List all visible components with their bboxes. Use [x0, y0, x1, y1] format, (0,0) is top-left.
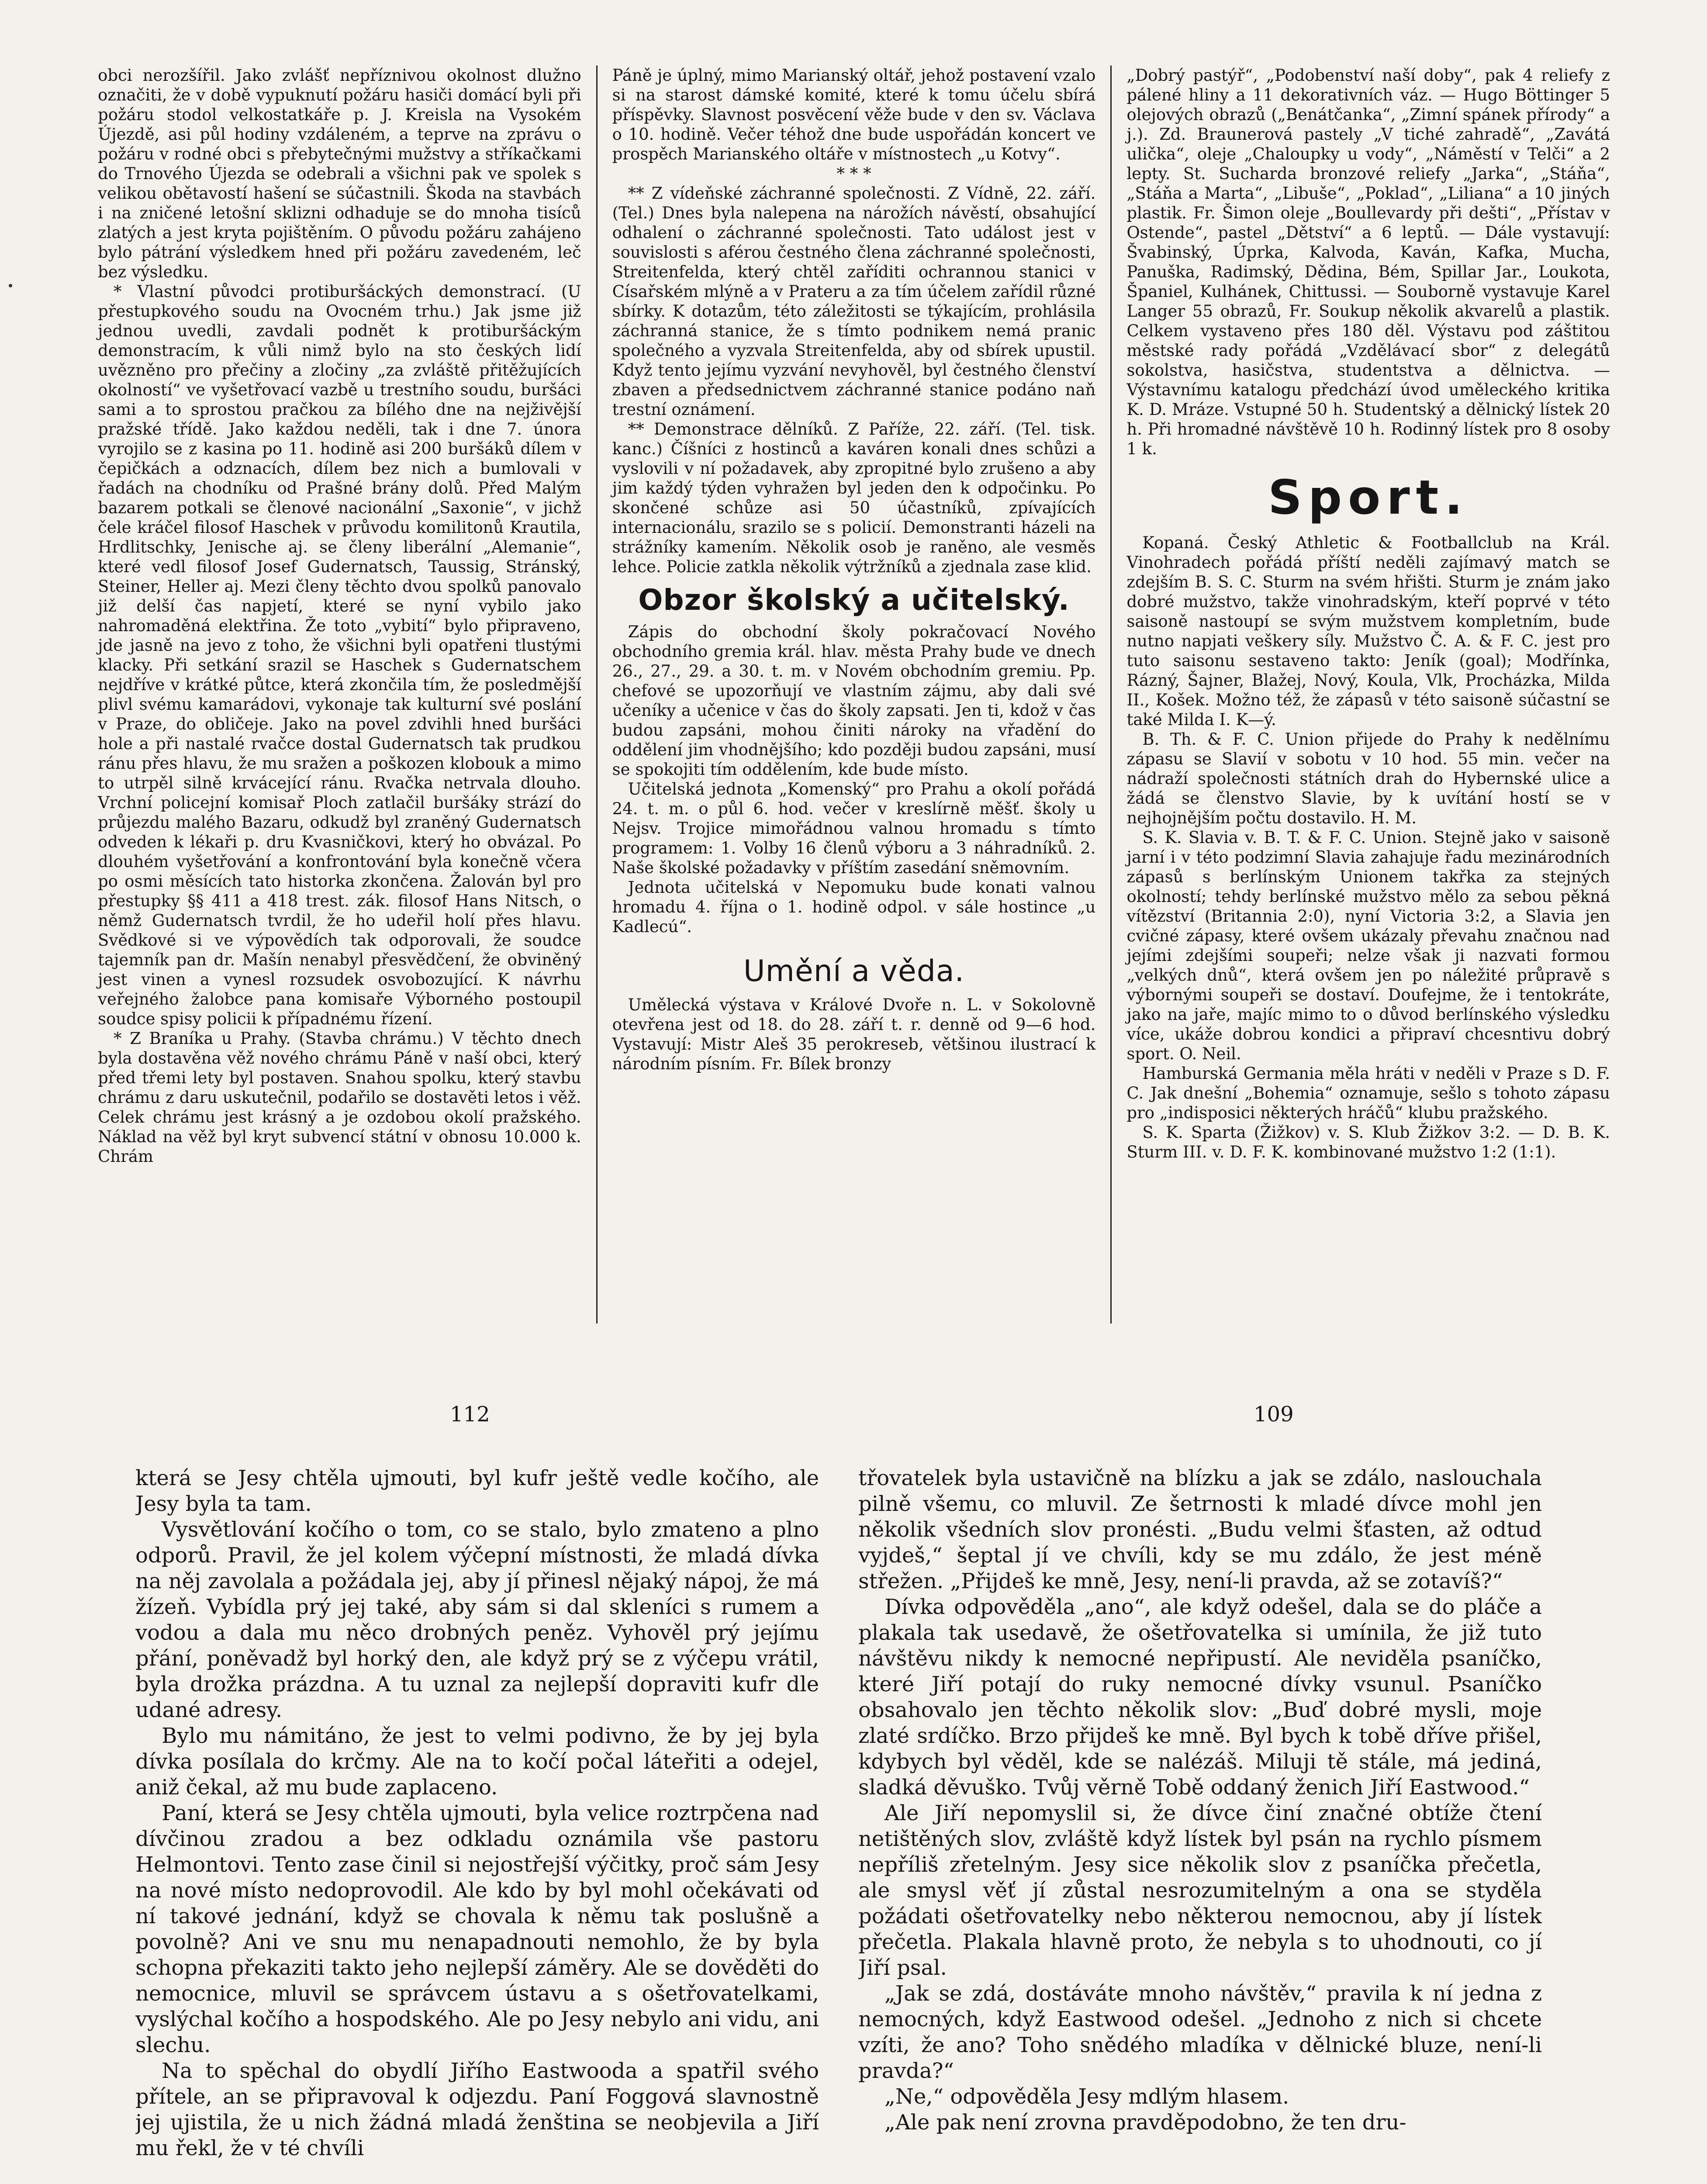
article-slavia-union: S. K. Slavia v. B. T. & F. C. Union. Stejně jako v saisoně jarní i v této podzimní Slavia zahajuje řadu mezinárodních zápasů s berlínským Unionem takřka za stejných okolností; tehdy berlínské mužstvo mělo za sebou pěkná vítězství (Britannia 2:0), nyní Victoria 3:2, a Slavia jen cvičné zápasy, které ovšem ukázaly převahu značnou nad jejími zdejšími soupeři; nelze však ji nazvati formou „velkých dnů“, která ovšem jen po náležité průpravě s výbornými soupeři se dostaví. Doufejme, že i tentokráte, jako na jaře, majíc mimo to o důvod berlínského výsledku více, ukáže dobrou kondici a připraví chcesntivu dobrý sport. O. Neil. [1126, 828, 1610, 1063]
article-results: S. K. Sparta (Žižkov) v. S. Klub Žižkov 3:2. — D. B. K. Sturm III. v. D. F. K. kombinované mužstvo 1:2 (1:1). [1126, 1123, 1610, 1161]
novel-paragraph: třovatelek byla ustavičně na blízku a jak se zdálo, naslouchala pilně všemu, co mluvil. Ze šetrnosti k mladé dívce mohl jen několik všedních slov pronésti. „Budu velmi šťasten, až odtud vyjdeš,“ šeptal jí ve chvíli, kdy se mu zdálo, že jest méně střežen. „Přijdeš ke mně, Jesy, není-li pravda, až se zotavíš?“ [858, 1466, 1542, 1593]
column-3 [1110, 66, 1625, 1324]
column-1 [83, 66, 596, 1324]
article-demonstrations: * Vlastní původci protiburšáckých demonstrací. (U přestupkového soudu na Ovocném trhu.) Jak jsme již jednou uvedli, zavdali podnět k protiburšáckým demonstracím, k vůli nimž bylo na sto českých lidí uvězněno pro přečiny a zločiny „za zvláště přitěžujících okolností“ ve vyšetřovací vazbě u trestního soudu, buršáci sami a to sprostou pračkou za bílého dne na nejživější pražské třídě. Jako každou neděli, tak i dne 7. února vyrojilo se z kasina po 11. hodině asi 200 buršáků dílem v čepičkách a odznacích, dílem bez nich a bumlovali v řadách na chodníku od Prašné brány dolů. Před Malým bazarem potkali se členové nacionální „Saxonie“, v jichž čele kráčel filosof Haschek v průvodu komilitonů Krautila, Hrdlitschky, Jenische aj. se členy liberální „Alemanie“, které vedl filosof Josef Gudernatsch, Taussig, Stránský, Steiner, Heller aj. Mezi členy těchto dvou spolků panovalo již delší čas napjetí, které se nyní vybilo jako nahromaděná elektřina. Že toto „vybití“ bylo připraveno, jde jasně na jevo z toho, že všichni byli opatřeni tlustými klacky. Při setkání srazil se Haschek s Gudernatschem nejdříve v krátké půtce, která zkončila tím, že posledmější plivl svému kamarádovi, vykonaje tak kulturní své poslání v Praze, do obličeje. Jako na povel zdvihli hned buršáci hole a při nastalé rvačce dostal Gudernatsch tak prudkou ránu přes hlavu, že mu sražen a poškozen klobouk a mimo to utrpěl silně krvácející ránu. Rvačka netrvala dlouho. Vrchní policejní komisař Ploch zatlačil buršáky strází do průjezdu malého Bazaru, odkudž byl zraněný Gudernatsch odveden k lékaři p. dru Kvasničkovi, který ho obvázal. Po dlouhém vyšetřování a konfrontování byla konečně včera po osmi měsících tato historka zkončena. Žalován byl pro přestupky §§ 411 a 418 trest. zák. filosof Hans Nitsch, o němž Gudernatsch tvrdil, že ho udeřil holí přes hlavu. Svědkové si ve výpovědích tak odporovali, že soudce tajemník pan dr. Mašín nenabyl přesvědčení, že obviněný jest vinen a vynesl rozsudek osvobozující. K návrhu veřejného žalobce pana komisaře Výborného postoupil soudce spisy policii k případnému řízení. [98, 282, 581, 1028]
page-number-left: 112 [450, 1402, 490, 1427]
novel-paragraph: která se Jesy chtěla ujmouti, byl kufr ještě vedle kočího, ale Jesy byla ta tam. [135, 1466, 819, 1516]
novel-paragraph: Vysvětlování kočího o tom, co se stalo, bylo zmateno a plno odporů. Pravil, že jel kolem výčepní místnosti, že mladá dívka na něj zavolala a požádala jej, aby jí přinesl nějaký nápoj, že má žízeň. Vybídla prý jej také, aby sám si dal skleníci s rumem a vodou a dala mu něco drobných peněz. Vyhověl prý jejímu přání, poněvadž byl horký den, ale když prý se z výčepu vrátil, byla drožka prázdna. A tu uznal za nejlepší dopraviti kufr dle udané adresy. [135, 1517, 819, 1722]
article-branik: * Z Braníka u Prahy. (Stavba chrámu.) V těchto dnech byla dostavěna věž nového chrámu Páně v naší obci, který před třemi lety byl postaven. Snahou spolku, který stavbu chrámu z daru uskutečnil, podařilo se dostavěti letos i věž. Celek chrámu jest krásný a je ozdobou okolí pražského. Náklad na věž byl kryt subvencí státní v obnosu 10.000 k. Chrám [98, 1029, 581, 1166]
article-exhibition-cont: „Dobrý pastýř“, „Podobenství naší doby“, pak 4 reliefy z pálené hliny a 11 dekorativních váz. — Hugo Böttinger 5 olejových obrazů („Benátčanka“, „Zimní spánek přírody“ a j.). Zd. Braunerová pastely „V tiché zahradě“, „Zavátá ulička“, oleje „Chaloupky u vody“, „Náměstí v Telči“ a 2 lepty. St. Sucharda bronzové reliefy „Jarka“, „Stáňa“, „Stáňa a Marta“, „Libuše“, „Poklad“, „Liliana“ a 10 jiných plastik. Fr. Šimon oleje „Boullevardy při dešti“, „Přístav v Ostende“, pastel „Dětství“ a 6 leptů. — Dále vystavují: Švabinský, Úprka, Kalvoda, Kaván, Kafka, Mucha, Panuška, Radimský, Dědina, Bém, Spillar Jar., Loukota, Španiel, Kulhánek, Chittussi. — Souborně vystavuje Karel Langer 55 obrazů, Fr. Soukup několik akvarelů a plastik. Celkem vystaveno přes 180 děl. Výstavu pod záštitou městské rady pořádá „Vzdělávací sbor“ z delegátů sokolstva, hasičstva, studentstva a dělnictva. — Výstavnímu katalogu předchází úvod uměleckého kritika K. D. Mráze. Vstupné 50 h. Studentský a dělnický lístek 20 h. Při hromadné návštěvě 10 h. Rodinný lístek pro 8 osoby 1 k. [1126, 66, 1610, 458]
article-branik-cont: Páně je úplný, mimo Marianský oltář, jehož postavení vzalo si na starost dámské komité, které k tomu účelu sbírá příspěvky. Slavnost posvěcení věže bude v den sv. Václava o 10. hodině. Večer téhož dne bude uspořádán koncert ve prospěch Marianského oltáře v místnostech „u Kotvy“. [612, 66, 1096, 163]
novel-paragraph: Ale Jiří nepomyslil si, že dívce činí značné obtíže čtení netištěných slov, zvláště když lístek byl psán na rychlo písmem nepříliš zřetelným. Jesy sice několik slov z psaníčka přečetla, ale smysl věť jí zůstal nesrozumitelným a ona se styděla požádati ošetřovatelky nebo některou nemocnou, aby jí lístek přečetla. Plakala hlavně proto, že nebyla s to uhodnouti, co jí Jiří psal. [858, 1801, 1542, 1980]
article-nepomuk: Jednota učitelská v Nepomuku bude konati valnou hromadu 4. října o 1. hodině odpol. v sále hostince „u Kadlecú“. [612, 878, 1096, 936]
column-2 [596, 66, 1111, 1324]
article-komensky: Učitelská jednota „Komenský“ pro Prahu a okolí pořádá 24. t. m. o půl 6. hod. večer v kreslírně měšť. školy u Nejsv. Trojice mimořádnou valnou hromadu s tímto programem: 1. Volby 16 členů výboru a 3 náhradníků. 2. Naše školské požadavky v příštím zasedání sněmovním. [612, 780, 1096, 877]
novel-paragraph: „Ne,“ odpověděla Jesy mdlým hlasem. [885, 2084, 1289, 2109]
novel-column-left [135, 1465, 819, 2184]
novel-column-right [858, 1465, 1542, 2184]
article-school-enrollment: Zápis do obchodní školy pokračovací Nového obchodního gremia král. hlav. města Prahy bude ve dnech 26., 27., 29. a 30. t. m. v Novém obchodním gremiu. Pp. chefové se upozorňují ve vlastním zájmu, aby dali své učeníky a učenice v čas do školy zapsati. Jen ti, kdož v čas budou zapsáni, mohou činiti nároky na vřadění do oddělení jim vhodnějšího; kdo později budou zapsáni, musí se spokojiti tím oddělením, kde bude místo. [612, 622, 1096, 779]
novel-paragraph: Dívka odpověděla „ano“, ale když odešel, dala se do pláče a plakala tak usedavě, že ošetřovatelka si umínila, že již tuto návštěvu nikdy k nemocné nepřipustí. Ale neviděla psaníčko, které Jiří potají do ruky nemocné dívky vsunul. Psaníčko obsahovalo jen těchto několik slov: „Buď dobré mysli, moje zlaté srdíčko. Brzo přijdeš ke mně. Byl bych k tobě dříve přišel, kdybych byl věděl, kde se nalézáš. Miluji tě stále, má jediná, sladká děvuško. Tvůj věrně Tobě oddaný ženich Jiří Eastwood.“ [858, 1595, 1542, 1800]
article-union-arrival: B. Th. & F. C. Union přijede do Prahy k nedělnímu zápasu se Slavií v sobotu v 10 hod. 55 min. večer na nádraží společnosti státních drah do Hybernské ulice a žádá se členstvo Slavie, by k uvítání hostí se v nejhojnějším počtu dostavilo. H. M. [1126, 730, 1610, 827]
novel-paragraph: Paní, která se Jesy chtěla ujmouti, byla velice roztrpčena nad dívčinou zradou a bez odkladu oznámila vše pastoru Helmontovi. Tento zase činil si nejostřejší výčitky, proč sám Jesy na nové místo nedoprovodil. Ale kdo by byl mohl očekávati od ní takové jednání, když se chovala k němu tak poslušně a povolně? Ani ve snu mu nenapadnouti nemohlo, že by byla schopna překaziti takto jeho nejlepší záměry. Ale se dověděti do nemocnice, mluvil se správcem ústavu a s ošetřovatelkami, vyslýchal kočího a hospodského. Ale po Jesy nebylo ani vidu, ani slechu. [135, 1801, 819, 2057]
novel-section [135, 1465, 1542, 2184]
article-vienna: ** Z vídeňské záchranné společnosti. Z Vídně, 22. září. (Tel.) Dnes byla nalepena na nárožích návěstí, obsahující odhalení o záchranné společnosti. Tato událost jest v souvislosti s aférou čestného člena záchranné společnosti, Streitenfelda, který chtěl zaříditi ochrannou stanici v Císařském mlýně a v Prateru a za tím účelem zařídil různé sbírky. K dotazům, této záležitosti se týkajícím, prohlásila záchranná stanice, že s tímto podnikem nemá pranic společného a vyzvala Streitenfelda, aby od sbírek upustil. Když tento jejímu vyzvání nevyhověl, byl čestného členství zbaven a předsednictvem záchranné stanice podáno naň trestní oznámení. [612, 184, 1096, 419]
separator-asterisks: * * * [836, 164, 871, 183]
novel-paragraph: „Jak se zdá, dostáváte mnoho návštěv,“ pravila k ní jedna z nemocných, když Eastwood odešel. „Jednoho z nich si chcete vzíti, že ano? Toho snědého mladíka v dělnické bluze, není-li pravda?“ [858, 1981, 1542, 2083]
article-germania: Hamburská Germania měla hráti v neděli v Praze s D. F. C. Jak dnešní „Bohemia“ oznamuje, sešlo s tohoto zápasu pro „indisposici některých hráčů“ klubu pražského. [1126, 1064, 1610, 1122]
novel-paragraph: „Ale pak není zrovna pravděpodobno, že ten dru- [885, 2110, 1406, 2135]
article-paris: ** Demonstrace dělníků. Z Paříže, 22. září. (Tel. tisk. kanc.) Číšníci z hostinců a kaváren konali dnes schůzi a vyslovili v ní požadavek, aby zpropitné bylo zrušeno a aby jim každý týden vyhražen byl jeden den k odpočinku. Po skončené schůze asi 50 účastníků, zpívajících internacionálu, srazilo se s policií. Demonstranti házeli na strážníky kamením. Několik osob je raněno, ale vesměs lehce. Policie zatkla několik výtržníků a zjednala zase klid. [612, 420, 1096, 576]
section-heading-sport: Sport. [1268, 470, 1469, 525]
article-football: Kopaná. Český Athletic & Footballclub na Král. Vinohradech pořádá příští neděli zajímavý match se zdejším B. S. C. Sturm na svém hřišti. Sturm je znám jako dobré mužstvo, takže vinohradským, kteří poprvé v této saisoně nastoupí se svým mužstvem kompletním, bude nutno napjati veškery síly. Mužstvo Č. A. & F. C. jest pro tuto saisonu sestaveno takto: Jeník (goal); Modřínka, Rázný, Šajner, Blažej, Nový, Koula, Vlk, Procházka, Milda II., Košek. Možno též, že zápasů v této saisoně súčastní se také Milda I. K—ý. [1126, 533, 1610, 729]
novel-paragraph: Bylo mu námitáno, že jest to velmi podivno, že by jej byla dívka posílala do krčmy. Ale na to kočí počal láteřiti a odejel, aniž čekal, až mu bude zaplaceno. [135, 1724, 819, 1800]
article-exhibition: Umělecká výstava v Králové Dvoře n. L. v Sokolovně otevřena jest od 18. do 28. září t. r. denně od 9—6 hod. Vystavují: Mistr Aleš 35 perokreseb, většinou ilustrací k národním písním. Fr. Bílek bronzy [612, 995, 1096, 1073]
page-number-right: 109 [1254, 1402, 1294, 1427]
top-section [83, 66, 1625, 1354]
novel-paragraph: Na to spěchal do obydlí Jiřího Eastwooda a spatřil svého přítele, an se připravoval k odjezdu. Paní Foggová slavnostně jej ujistila, že u nich žádná mladá ženština se neobjevila a Jiří mu řekl, že v té chvíli [135, 2059, 819, 2160]
section-heading-obzor: Obzor školský a učitelský. [638, 583, 1070, 617]
section-heading-umeni: Umění a věda. [743, 954, 965, 988]
article-fire: obci nerozšířil. Jako zvlášť nepříznivou okolnost dlužno označiti, že v době vypuknutí požáru hasiči domácí byli při požáru stodol velkostatkáře p. J. Kreisla na Vysokém Újezdě, asi půl hodiny vzdáleném, a teprve na zprávu o požáru v rodné obci s přebytečnými mužstvy a stříkačkami do Trnového Újezda se odebrali a všichni pak ve spolek s velikou obětavostí hašení se súčastnili. Škoda na stavbách i na zničené letošní sklizni odhaduje se do mnoha tisíců zlatých a jest kryta pojištěním. O původu požáru zahájeno bylo pátrání výsledkem hned při požáru zavedeném, leč bez výsledku. [98, 66, 581, 281]
speck-dot [9, 284, 12, 287]
page-numbers [83, 1402, 1625, 1437]
